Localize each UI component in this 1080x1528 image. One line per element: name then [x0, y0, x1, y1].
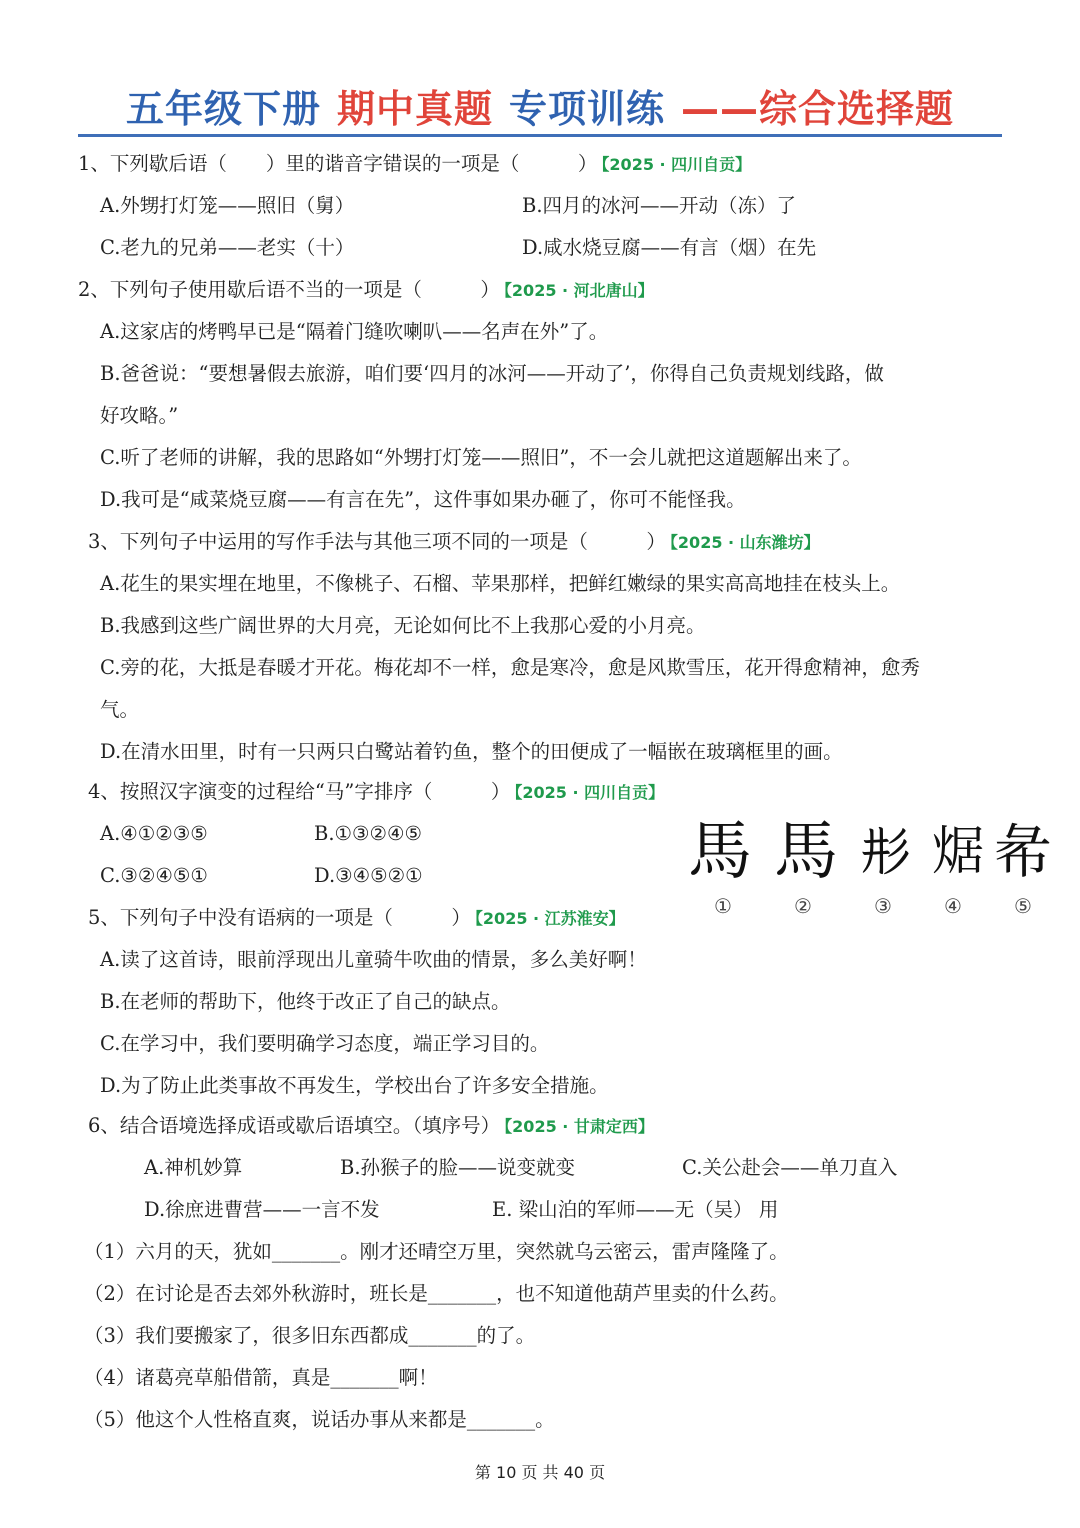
q6-choice-c: C.关公赴会——单刀直入: [682, 1156, 898, 1179]
q4-option-c: C.③②④⑤①: [100, 864, 208, 887]
q4-option-b: B.①③②④⑤: [314, 822, 422, 845]
q5-option-b: B.在老师的帮助下，他终于改正了自己的缺点。: [100, 990, 511, 1013]
glyph-4: 𤉸: [932, 822, 985, 882]
q1-stem: 1、下列歇后语（ ）里的谐音字错误的一项是（ ） 【2025 · 四川自贡】: [78, 152, 752, 175]
title-grade: 五年级下册: [125, 87, 321, 131]
q5-option-c: C.在学习中，我们要明确学习态度，端正学习目的。: [100, 1032, 550, 1055]
q6-source-tag: 【2025 · 甘肃定西】: [504, 1117, 654, 1136]
glyph-2: 馬: [774, 815, 838, 889]
q3-option-b: B.我感到这些广阔世界的大月亮，无论如何比不上我那心爱的小月亮。: [100, 614, 706, 637]
q5-stem: 5、下列句子中没有语病的一项是（ ） 【2025 · 江苏淮安】: [88, 906, 625, 929]
glyph-label-2: ②: [794, 894, 812, 918]
q5-source-tag: 【2025 · 江苏淮安】: [474, 909, 625, 928]
q2-option-b: B.爸爸说：“要想暑假去旅游，咱们要‘四月的冰河——开动了’，你得自己负责规划线路，做: [100, 362, 884, 385]
q2-stem: 2、下列句子使用歇后语不当的一项是（ ） 【2025 · 河北唐山】: [78, 278, 654, 301]
q5-option-d: D.为了防止此类事故不再发生，学校出台了许多安全措施。: [100, 1074, 609, 1097]
q4-stem: 4、按照汉字演变的过程给“马”字排序（ ） 【2025 · 四川自贡】: [88, 780, 665, 803]
q4-option-d: D.③④⑤②①: [314, 864, 423, 887]
glyph-label-3: ③: [874, 894, 892, 918]
q6-sentence-1: （1）六月的天，犹如_______。刚才还晴空万里，突然就乌云密云，雷声隆隆了。: [84, 1240, 789, 1263]
q3-source-tag: 【2025 · 山东潍坊】: [669, 533, 820, 552]
q6-sentence-4: （4）诸葛亮草船借箭，真是_______啊！: [84, 1366, 438, 1389]
q2-option-c: C.听了老师的讲解，我的思路如“外甥打灯笼——照旧”，不一会儿就把这道题解出来了。: [100, 446, 862, 469]
q6-stem: 6、结合语境选择成语或歇后语填空。（填序号） 【2025 · 甘肃定西】: [88, 1114, 654, 1137]
q1-option-d: D.咸水烧豆腐——有言（烟）在先: [522, 236, 817, 259]
q1-source-tag: 【2025 · 四川自贡】: [601, 155, 752, 174]
q5-option-a: A.读了这首诗，眼前浮现出儿童骑牛吹曲的情景，多么美好啊！: [100, 948, 647, 971]
glyph-label-1: ①: [714, 894, 732, 918]
q6-choice-b: B.孙猴子的脸——说变就变: [340, 1156, 576, 1179]
page-number: 第 10 页 共 40 页: [474, 1463, 606, 1482]
title-topic: ——综合选择题: [681, 87, 955, 131]
horse-character-evolution-figure: [688, 812, 1058, 918]
q3-option-c: C.旁的花，大抵是春暖才开花。梅花却不一样，愈是寒冷，愈是风欺雪压，花开得愈精神，愈秀: [100, 656, 920, 679]
q6-sentence-3: （3）我们要搬家了，很多旧东西都成_______的了。: [84, 1324, 536, 1347]
title-underline: [78, 134, 1002, 137]
q4-option-a: A.④①②③⑤: [100, 822, 208, 845]
q6-choice-d: D.徐庶进曹营——一言不发: [144, 1198, 380, 1221]
q1-option-a: A.外甥打灯笼——照旧（舅）: [100, 194, 355, 217]
q3-option-d: D.在清水田里，时有一只两只白鹭站着钓鱼，整个的田便成了一幅嵌在玻璃框里的画。: [100, 740, 843, 763]
page-title: [0, 78, 1080, 133]
q3-option-c-cont: 气。: [100, 698, 140, 721]
q2-option-a: A.这家店的烤鸭早已是“隔着门缝吹喇叭——名声在外”了。: [100, 320, 609, 343]
glyph-label-5: ⑤: [1014, 894, 1032, 918]
q2-option-b-cont: 好攻略。”: [100, 404, 179, 427]
glyph-3: 𢒈: [860, 822, 913, 882]
title-exam: 期中真题: [336, 87, 493, 131]
glyph-label-4: ④: [944, 894, 962, 918]
q6-sentence-2: （2）在讨论是否去郊外秋游时，班长是_______，也不知道他葫芦里卖的什么药。: [84, 1282, 789, 1305]
q4-source-tag: 【2025 · 四川自贡】: [514, 783, 665, 802]
glyph-1: 馬: [688, 815, 752, 889]
q3-option-a: A.花生的果实埋在地里，不像桃子、石榴、苹果那样，把鲜红嫩绿的果实高高地挂在枝头上。: [100, 572, 901, 595]
glyph-5: 㣇: [994, 818, 1053, 886]
q1-option-c: C.老九的兄弟——老实（十）: [100, 236, 355, 259]
q3-stem: 3、下列句子中运用的写作手法与其他三项不同的一项是（ ） 【2025 · 山东潍坊】: [88, 530, 820, 553]
q2-source-tag: 【2025 · 河北唐山】: [503, 281, 654, 300]
title-training: 专项训练: [509, 87, 666, 131]
q6-choice-a: A.神机妙算: [144, 1156, 243, 1179]
q2-option-d: D.我可是“咸菜烧豆腐——有言在先”，这件事如果办砸了，你可不能怪我。: [100, 488, 746, 511]
q1-option-b: B.四月的冰河——开动（冻）了: [522, 194, 797, 217]
q6-choice-e: E. 梁山泊的军师——无（吴） 用: [492, 1198, 779, 1221]
q6-sentence-5: （5）他这个人性格直爽，说话办事从来都是_______。: [84, 1408, 555, 1431]
